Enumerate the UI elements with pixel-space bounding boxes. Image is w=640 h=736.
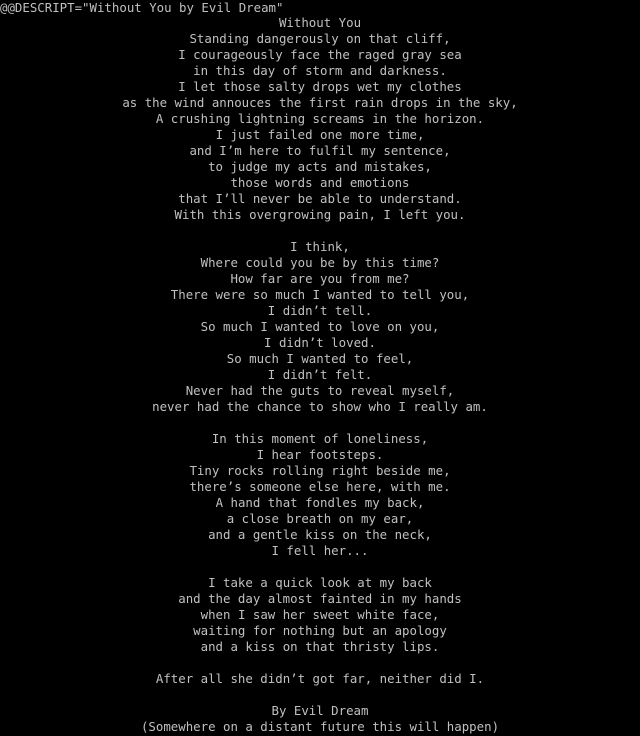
poem-line: How far are you from me? <box>230 271 410 286</box>
poem-line: I didn’t felt. <box>267 367 373 382</box>
poem-line: Never had the guts to reveal myself, <box>185 383 455 398</box>
poem-line: as the wind annouces the first rain drops in the sky, <box>122 95 518 110</box>
poem-line: There were so much I wanted to tell you, <box>170 287 470 302</box>
poem-line: A crushing lightning screams in the horizon. <box>155 111 485 126</box>
poem-line: there’s someone else here, with me. <box>189 479 451 494</box>
poem-line: those words and emotions <box>230 175 410 190</box>
poem-line: that I’ll never be able to understand. <box>178 191 462 206</box>
poem-line: A hand that fondles my back, <box>215 495 425 510</box>
poem-line: After all she didn’t got far, neither did I. <box>155 671 485 686</box>
poem-line: I take a quick look at my back <box>208 575 432 590</box>
poem-line: I think, <box>290 239 350 254</box>
poem-line: In this moment of loneliness, <box>211 431 429 446</box>
poem-line: and a kiss on that thristy lips. <box>200 639 440 654</box>
poem-byline: By Evil Dream <box>271 703 369 718</box>
poem-line: and the day almost fainted in my hands <box>178 591 462 606</box>
poem-line: I didn’t loved. <box>264 335 376 350</box>
poem-line: waiting for nothing but an apology <box>193 623 447 638</box>
poem-line: I hear footsteps. <box>256 447 384 462</box>
poem-line: to judge my acts and mistakes, <box>208 159 432 174</box>
poem-line: Tiny rocks rolling right beside me, <box>189 463 451 478</box>
poem-line: So much I wanted to love on you, <box>200 319 440 334</box>
poem-line: So much I wanted to feel, <box>226 351 414 366</box>
poem-line: With this overgrowing pain, I left you. <box>174 207 466 222</box>
poem-line: Standing dangerously on that cliff, <box>189 31 451 46</box>
description-line: @@DESCRIPT="Without You by Evil Dream" <box>0 0 284 15</box>
poem-line: I let those salty drops wet my clothes <box>178 79 462 94</box>
poem-line: in this day of storm and darkness. <box>193 63 447 78</box>
poem-line: Where could you be by this time? <box>200 255 440 270</box>
poem-title: Without You <box>278 15 362 30</box>
poem-line: when I saw her sweet white face, <box>200 607 440 622</box>
poem-line: never had the chance to show who I really am. <box>152 399 488 414</box>
poem-line: I just failed one more time, <box>215 127 425 142</box>
poem-line: a close breath on my ear, <box>226 511 414 526</box>
poem-line: and I’m here to fulfil my sentence, <box>189 143 451 158</box>
poem-line: I fell her... <box>271 543 369 558</box>
poem-line: I didn’t tell. <box>267 303 373 318</box>
poem-line: and a gentle kiss on the neck, <box>208 527 432 542</box>
poem-footnote: (Somewhere on a distant future this will happen) <box>140 719 500 734</box>
poem-line: I courageously face the raged gray sea <box>178 47 462 62</box>
